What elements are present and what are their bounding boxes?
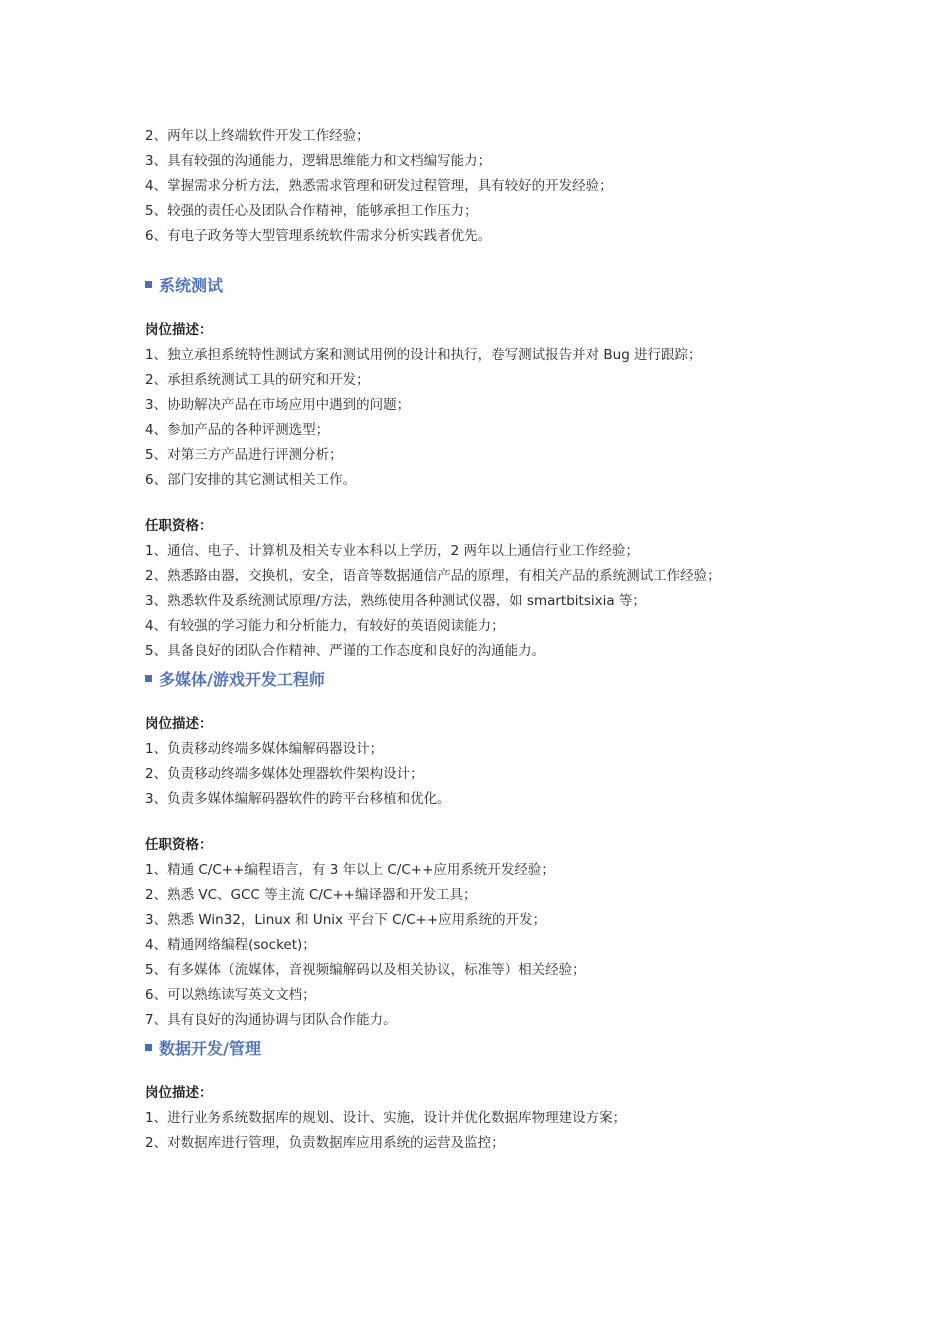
list-item: 5、具备良好的团队合作精神、严谨的工作态度和良好的沟通能力。	[145, 643, 546, 659]
section-title-text: 多媒体/游戏开发工程师	[159, 670, 325, 689]
list-item: 5、较强的责任心及团队合作精神，能够承担工作压力；	[145, 203, 478, 219]
list-item: 4、参加产品的各种评测选型；	[145, 422, 330, 438]
intro-list	[145, 124, 845, 249]
block-label: 岗位描述：	[145, 322, 213, 338]
square-icon	[145, 1044, 152, 1051]
job-requirements-block	[145, 833, 845, 1033]
list-item: 3、负责多媒体编解码器软件的跨平台移植和优化。	[145, 791, 451, 807]
list-item: 3、协助解决产品在市场应用中遇到的问题；	[145, 397, 411, 413]
block-label: 任职资格：	[145, 837, 213, 853]
list-item: 2、熟悉 VC、GCC 等主流 C/C++编译器和开发工具；	[145, 887, 477, 903]
list-item: 6、有电子政务等大型管理系统软件需求分析实践者优先。	[145, 228, 492, 244]
list-item: 7、具有良好的沟通协调与团队合作能力。	[145, 1012, 397, 1028]
job-requirements-block	[145, 514, 845, 664]
list-item: 1、通信、电子、计算机及相关专业本科以上学历，2 两年以上通信行业工作经验；	[145, 543, 639, 559]
list-item: 2、对数据库进行管理，负责数据库应用系统的运营及监控；	[145, 1135, 505, 1151]
list-item: 3、熟悉 Win32，Linux 和 Unix 平台下 C/C++应用系统的开发；	[145, 912, 547, 928]
job-description-block	[145, 318, 845, 493]
list-item: 4、掌握需求分析方法，熟悉需求管理和研发过程管理，具有较好的开发经验；	[145, 178, 613, 194]
square-icon	[145, 675, 152, 682]
section-title	[145, 272, 845, 297]
block-label: 岗位描述：	[145, 1085, 213, 1101]
section-data-dev	[145, 1035, 845, 1156]
list-item: 2、负责移动终端多媒体处理器软件架构设计；	[145, 766, 424, 782]
section-system-test	[145, 272, 845, 664]
list-item: 2、熟悉路由器，交换机，安全，语音等数据通信产品的原理，有相关产品的系统测试工作经验；	[145, 568, 721, 584]
list-item: 2、承担系统测试工具的研究和开发；	[145, 372, 370, 388]
list-item: 4、有较强的学习能力和分析能力，有较好的英语阅读能力；	[145, 618, 505, 634]
section-title	[145, 666, 845, 691]
section-title-text: 数据开发/管理	[159, 1039, 261, 1058]
list-item: 4、精通网络编程(socket)；	[145, 937, 316, 953]
block-label: 任职资格：	[145, 518, 213, 534]
section-title-text: 系统测试	[159, 276, 224, 295]
document-page	[145, 124, 845, 1156]
section-multimedia-dev	[145, 666, 845, 1033]
job-description-block	[145, 1081, 845, 1156]
list-item: 6、部门安排的其它测试相关工作。	[145, 472, 357, 488]
list-item: 1、进行业务系统数据库的规划、设计、实施，设计并优化数据库物理建设方案；	[145, 1110, 627, 1126]
list-item: 3、具有较强的沟通能力，逻辑思维能力和文档编写能力；	[145, 153, 492, 169]
list-item: 5、对第三方产品进行评测分析；	[145, 447, 343, 463]
list-item: 2、两年以上终端软件开发工作经验；	[145, 128, 370, 144]
block-label: 岗位描述：	[145, 716, 213, 732]
list-item: 6、可以熟练读写英文文档；	[145, 987, 316, 1003]
square-icon	[145, 281, 152, 288]
list-item: 5、有多媒体（流媒体，音视频编解码以及相关协议，标准等）相关经验；	[145, 962, 586, 978]
list-item: 1、独立承担系统特性测试方案和测试用例的设计和执行，卷写测试报告并对 Bug 进行跟踪；	[145, 347, 702, 363]
job-description-block	[145, 712, 845, 812]
list-item: 1、负责移动终端多媒体编解码器设计；	[145, 741, 384, 757]
section-title	[145, 1035, 845, 1060]
list-item: 1、精通 C/C++编程语言，有 3 年以上 C/C++应用系统开发经验；	[145, 862, 555, 878]
list-item: 3、熟悉软件及系统测试原理/方法，熟练使用各种测试仪器，如 smartbitsixia 等；	[145, 593, 646, 609]
